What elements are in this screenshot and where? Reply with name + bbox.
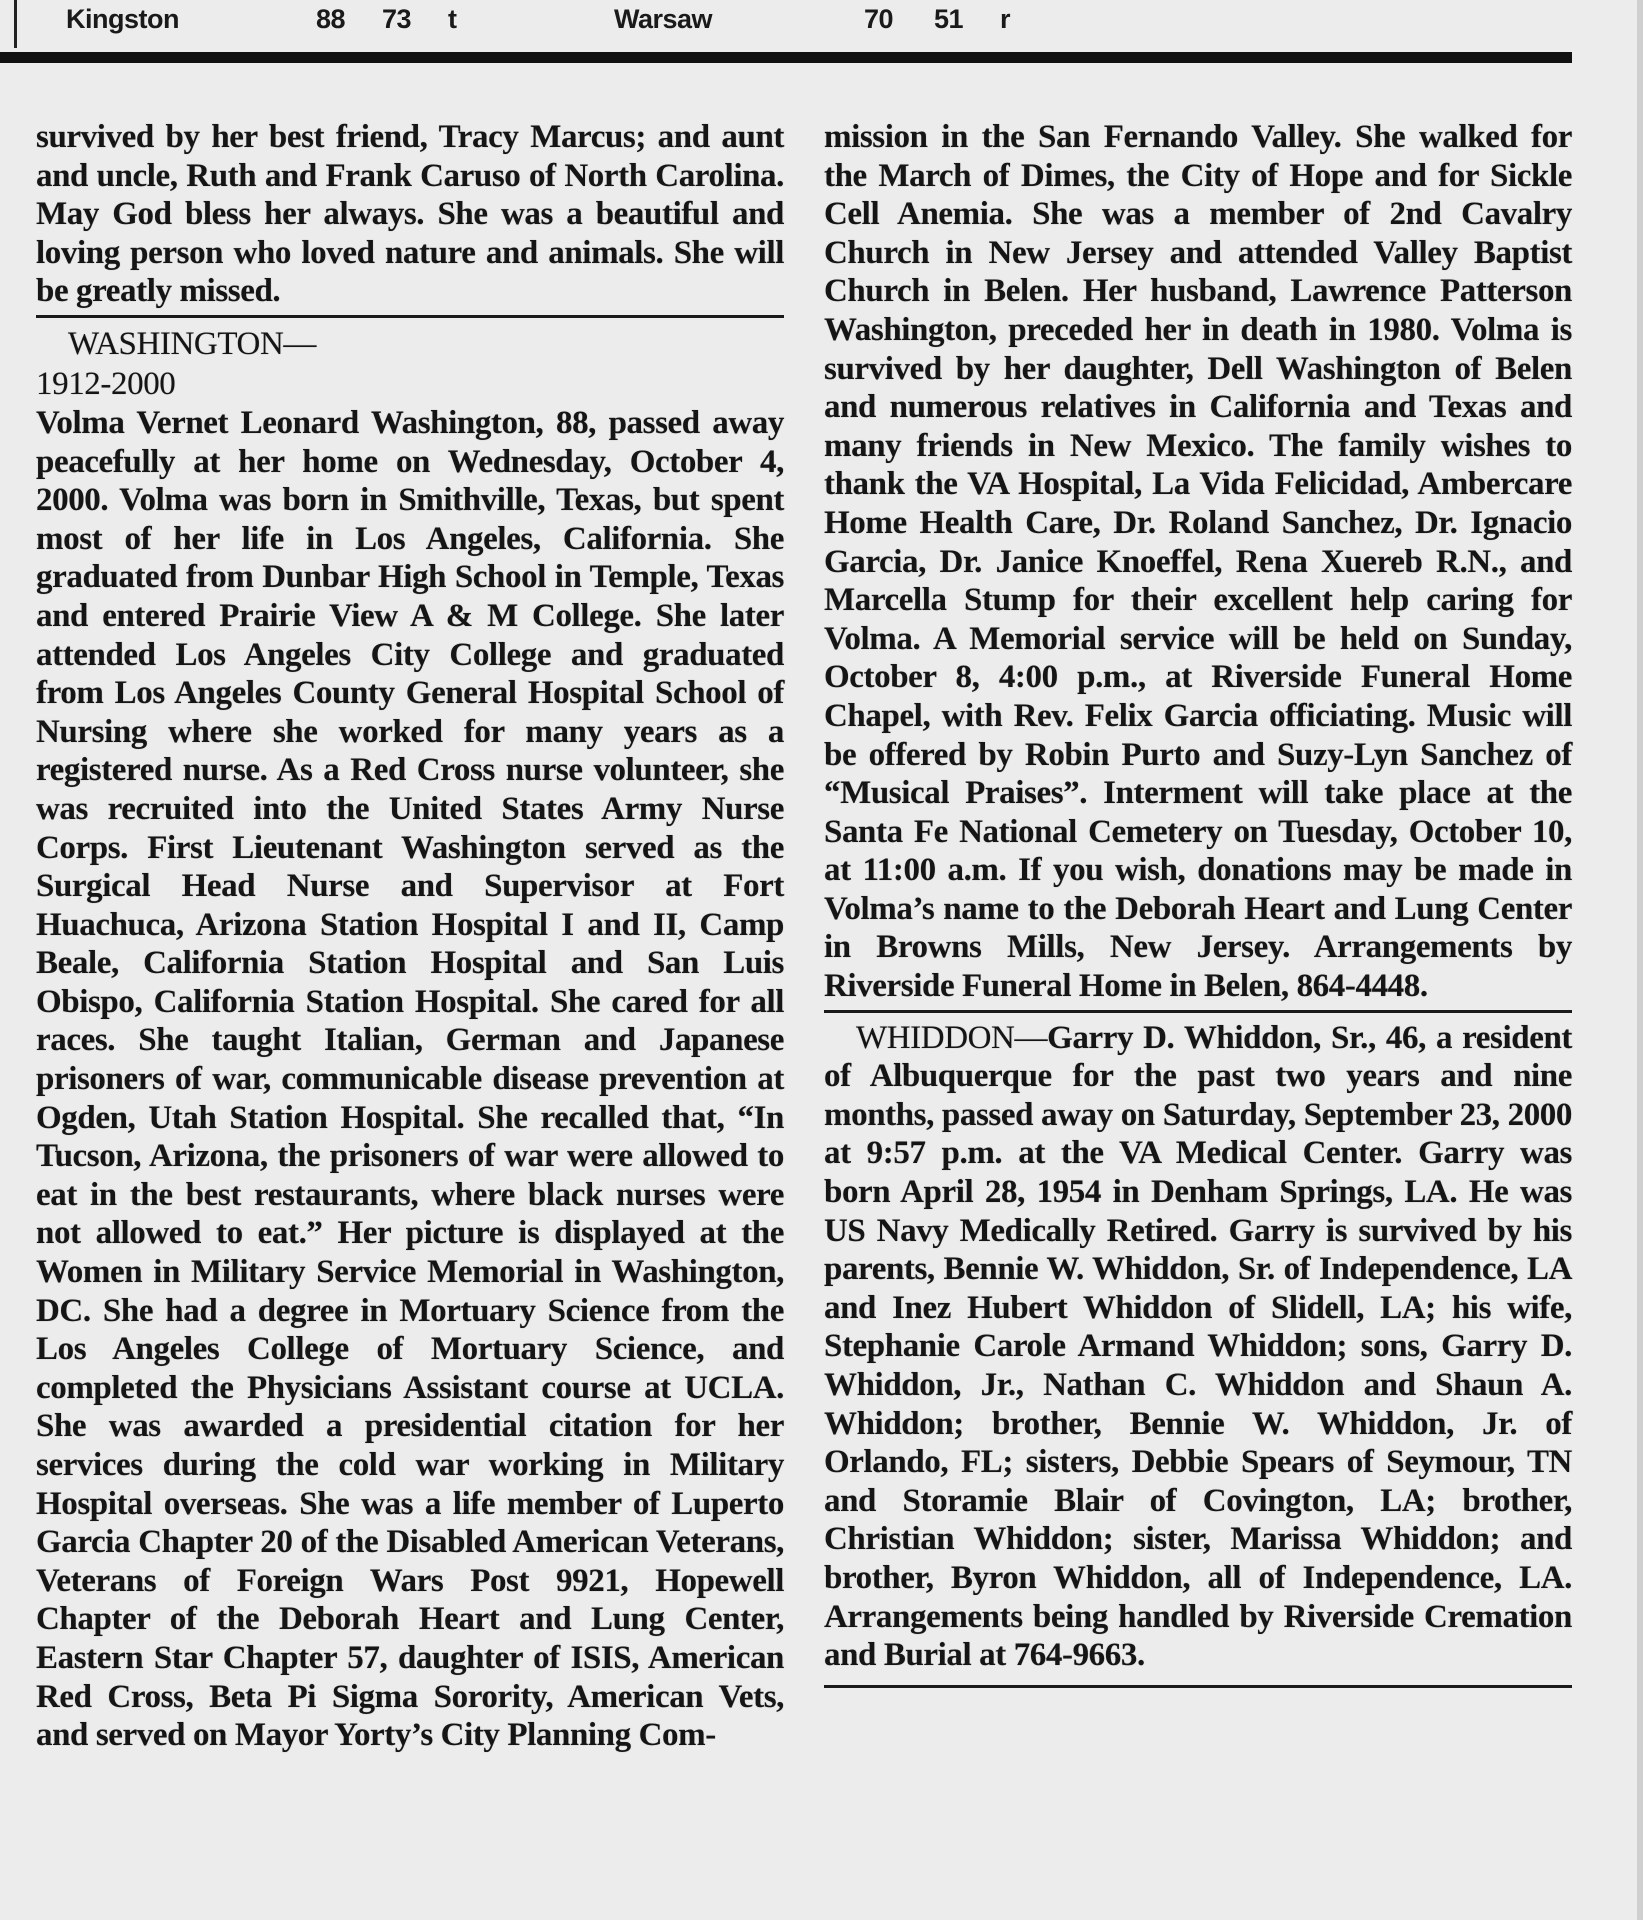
- continued-obituary-text: mission in the San Fernando Valley. She walked for the March of Dimes, the City of Hope and for Sickle Cell Anemia. She was a member of 2nd Cavalry Church in New Jersey and attended Valley Baptist Church in Belen. Her husband, Lawrence Patterson Washington, preceded her in death in 1980. Volma is survived by her daughter, Dell Washington of Belen and numerous relatives in California and Texas and many friends in New Mexico. The family wishes to thank the VA Hospital, La Vida Felicidad, Ambercare Home Health Care, Dr. Roland Sanchez, Dr. Ignacio Garcia, Dr. Janice Knoeffel, Rena Xuereb R.N., and Marcella Stump for their excellent help caring for Volma. A Memorial service will be held on Sunday, October 8, 4:00 p.m., at Riverside Funeral Home Chapel, with Rev. Felix Garcia officiating. Music will be offered by Robin Purto and Suzy-Lyn Sanchez of “Musical Praises”. Interment will take place at the Santa Fe National Cemetery on Tuesday, October 10, at 11:00 a.m. If you wish, donations may be made in Volma’s name to the Deborah Heart and Lung Center in Browns Mills, New Jersey. Arrangements by Riverside Funeral Home in Belen, 864-4448.: [824, 119, 1572, 1005]
- obituary-years: 1912-2000: [36, 365, 176, 402]
- weather-low: 73: [382, 4, 412, 34]
- obituary-divider: [824, 1685, 1572, 1688]
- obituary-body: Garry D. Whiddon, Sr., 46, a resident of Albuquerque for the past two years and nine months, passed away on Saturday, September 23, 2000 at 9:57 p.m. at the VA Medical Center. Garry was born April 28, 1954 in Denham Springs, LA. He was US Navy Medically Retired. Garry is survived by his parents, Bennie W. Whiddon, Sr. of Independence, LA and Inez Hubert Whiddon of Slidell, LA; his wife, Stephanie Carole Armand Whiddon; sons, Garry D. Whiddon, Jr., Nathan C. Whiddon and Shaun A. Whiddon; brother, Bennie W. Whiddon, Jr. of Orlando, FL; sisters, Debbie Spears of Seymour, TN and Storamie Blair of Covington, LA; brother, Christian Whiddon; sister, Marissa Whiddon; and brother, Byron Whiddon, all of Independence, LA. Arrangements being handled by Riverside Cremation and Burial at 764-9663.: [824, 1019, 1572, 1674]
- obituary-divider: [36, 315, 784, 318]
- obituary-body: Volma Vernet Leonard Washington, 88, passed away peacefully at her home on Wednesday, October 4, 2000. Volma was born in Smithville, Texas, but spent most of her life in Los Angeles, California. She graduated from Dunbar High School in Temple, Texas and entered Prairie View A & M College. She later attended Los Angeles City College and graduated from Los Angeles County General Hospital School of Nursing where she worked for many years as a registered nurse. As a Red Cross nurse volunteer, she was recruited into the United States Army Nurse Corps. First Lieutenant Washington served as the Surgical Head Nurse and Supervisor at Fort Huachuca, Arizona Station Hospital I and II, Camp Beale, California Station Hospital and San Luis Obispo, California Station Hospital. She cared for all races. She taught Italian, German and Japanese prisoners of war, communicable disease prevention at Ogden, Utah Station Hospital. She recalled that, “In Tucson, Arizona, the prisoners of war were allowed to eat in the best restaurants, where black nurses were not allowed to eat.” Her picture is displayed at the Women in Military Service Memorial in Washington, DC. She had a degree in Mortuary Science from the Los Angeles College of Mortuary Science, and completed the Physicians Assistant course at UCLA. She was awarded a presidential citation for her services during the cold war working in Military Hospital overseas. She was a life member of Luperto Garcia Chapter 20 of the Disabled American Veterans, Veterans of Foreign Wars Post 9921, Hopewell Chapter of the Deborah Heart and Lung Center, Eastern Star Chapter 57, daughter of ISIS, American Red Cross, Beta Pi Sigma Sorority, American Vets, and served on Mayor Yorty’s City Planning Com-: [36, 404, 784, 1754]
- weather-condition: r: [1000, 4, 1011, 34]
- weather-condition: t: [448, 4, 457, 34]
- continued-obituary-text: survived by her best friend, Tracy Marcus; and aunt and uncle, Ruth and Frank Caruso of North Carolina. May God bless her always. She was a beautiful and loving person who loved nature and animals. She will be greatly missed.: [36, 119, 784, 310]
- obituary-divider: [824, 1010, 1572, 1013]
- page-edge: [1637, 0, 1643, 1920]
- weather-row: [0, 4, 1643, 44]
- left-column: [36, 118, 784, 1755]
- weather-city: Kingston: [66, 4, 179, 34]
- obituary-heading: WASHINGTON—: [68, 325, 316, 362]
- weather-table: [0, 0, 1643, 48]
- weather-city: Warsaw: [614, 4, 713, 34]
- right-column: [824, 118, 1572, 1694]
- weather-high: 70: [864, 4, 894, 34]
- obituary-heading: WHIDDON—: [856, 1019, 1048, 1056]
- weather-low: 51: [934, 4, 964, 34]
- obituary-entry: [824, 1019, 1572, 1675]
- weather-high: 88: [316, 4, 346, 34]
- section-rule: [0, 52, 1572, 63]
